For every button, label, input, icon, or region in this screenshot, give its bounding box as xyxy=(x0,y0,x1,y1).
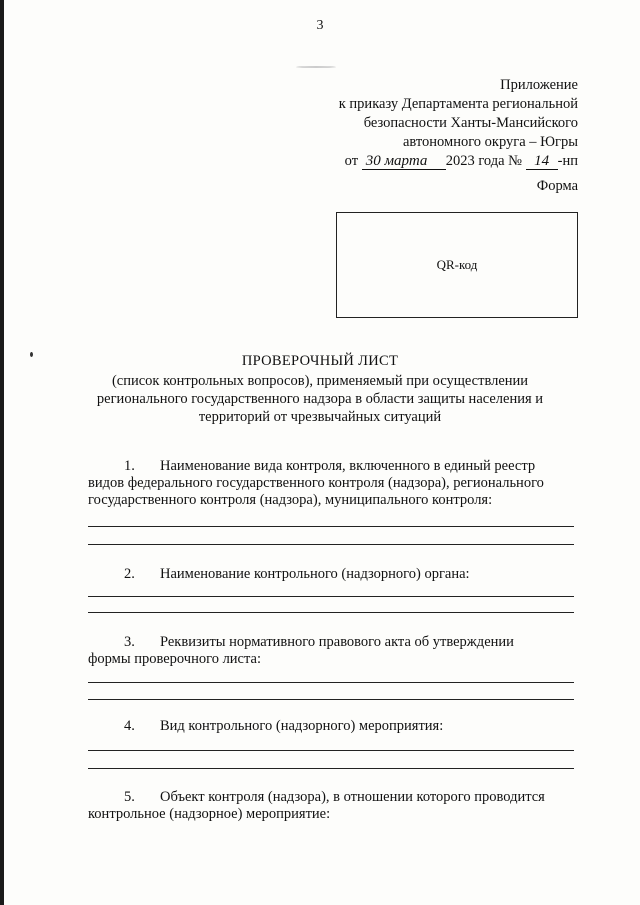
item-number: 3. xyxy=(124,634,135,650)
annex-line: безопасности Ханты-Мансийского xyxy=(363,115,578,131)
date-prefix: от xyxy=(344,153,359,169)
checklist-item xyxy=(88,458,574,509)
fill-in-line[interactable] xyxy=(88,596,574,597)
item-text: Наименование контрольного (надзорного) органа: xyxy=(160,566,470,582)
fill-in-line[interactable] xyxy=(88,544,574,545)
page-number: 3 xyxy=(316,18,324,33)
qr-code-box xyxy=(336,212,578,318)
checklist-item xyxy=(88,789,574,823)
item-text-line: государственного контроля (надзора), муниципального контроля: xyxy=(88,492,493,508)
fill-in-line[interactable] xyxy=(88,526,574,527)
fill-in-line[interactable] xyxy=(88,612,574,613)
scan-edge xyxy=(0,0,4,905)
item-number: 1. xyxy=(124,458,135,474)
item-text: Реквизиты нормативного правового акта об утверждении xyxy=(160,634,514,650)
fill-in-line[interactable] xyxy=(88,750,574,751)
item-first-line xyxy=(88,566,574,583)
handwritten-date: 30 марта xyxy=(362,154,446,170)
title-subtitle-line: территорий от чрезвычайных ситуаций xyxy=(198,409,442,425)
order-date-line xyxy=(339,152,578,171)
item-first-line xyxy=(88,458,574,475)
item-text-line: контрольное (надзорное) мероприятие: xyxy=(88,806,331,822)
scan-speck xyxy=(296,66,336,68)
item-text: Вид контрольного (надзорного) мероприятия: xyxy=(160,718,444,734)
item-number: 2. xyxy=(124,566,135,582)
item-number: 5. xyxy=(124,789,135,805)
item-text: Объект контроля (надзора), в отношении которого проводится xyxy=(160,789,545,805)
fill-in-line[interactable] xyxy=(88,768,574,769)
annex-line: автономного округа – Югры xyxy=(402,134,578,150)
handwritten-number: 14 xyxy=(526,154,558,170)
annex-header xyxy=(339,76,578,171)
form-label: Форма xyxy=(536,178,578,194)
title-main: ПРОВЕРОЧНЫЙ ЛИСТ xyxy=(241,353,399,369)
scan-speck xyxy=(30,352,33,357)
item-text: Наименование вида контроля, включенного в единый реестр xyxy=(160,458,536,474)
annex-line: Приложение xyxy=(500,77,578,93)
checklist-item xyxy=(88,718,574,735)
qr-placeholder-text: QR-код xyxy=(436,257,478,272)
title-subtitle-line: (список контрольных вопросов), применяемый при осуществлении xyxy=(111,373,529,389)
item-first-line xyxy=(88,789,574,806)
item-text-line: формы проверочного листа: xyxy=(88,651,261,667)
fill-in-line[interactable] xyxy=(88,682,574,683)
item-text-line: видов федерального государственного контроля (надзора), регионального xyxy=(88,475,544,491)
item-number: 4. xyxy=(124,718,135,734)
item-first-line xyxy=(88,634,574,651)
checklist-item xyxy=(88,634,574,668)
checklist-item xyxy=(88,566,574,583)
item-first-line xyxy=(88,718,574,735)
year-text: 2023 года № xyxy=(445,153,523,169)
title-subtitle-line: регионального государственного надзора в области защиты населения и xyxy=(96,391,544,407)
fill-in-line[interactable] xyxy=(88,699,574,700)
number-suffix: -нп xyxy=(557,153,578,169)
document-title xyxy=(60,352,580,426)
annex-line: к приказу Департамента региональной xyxy=(338,96,578,112)
